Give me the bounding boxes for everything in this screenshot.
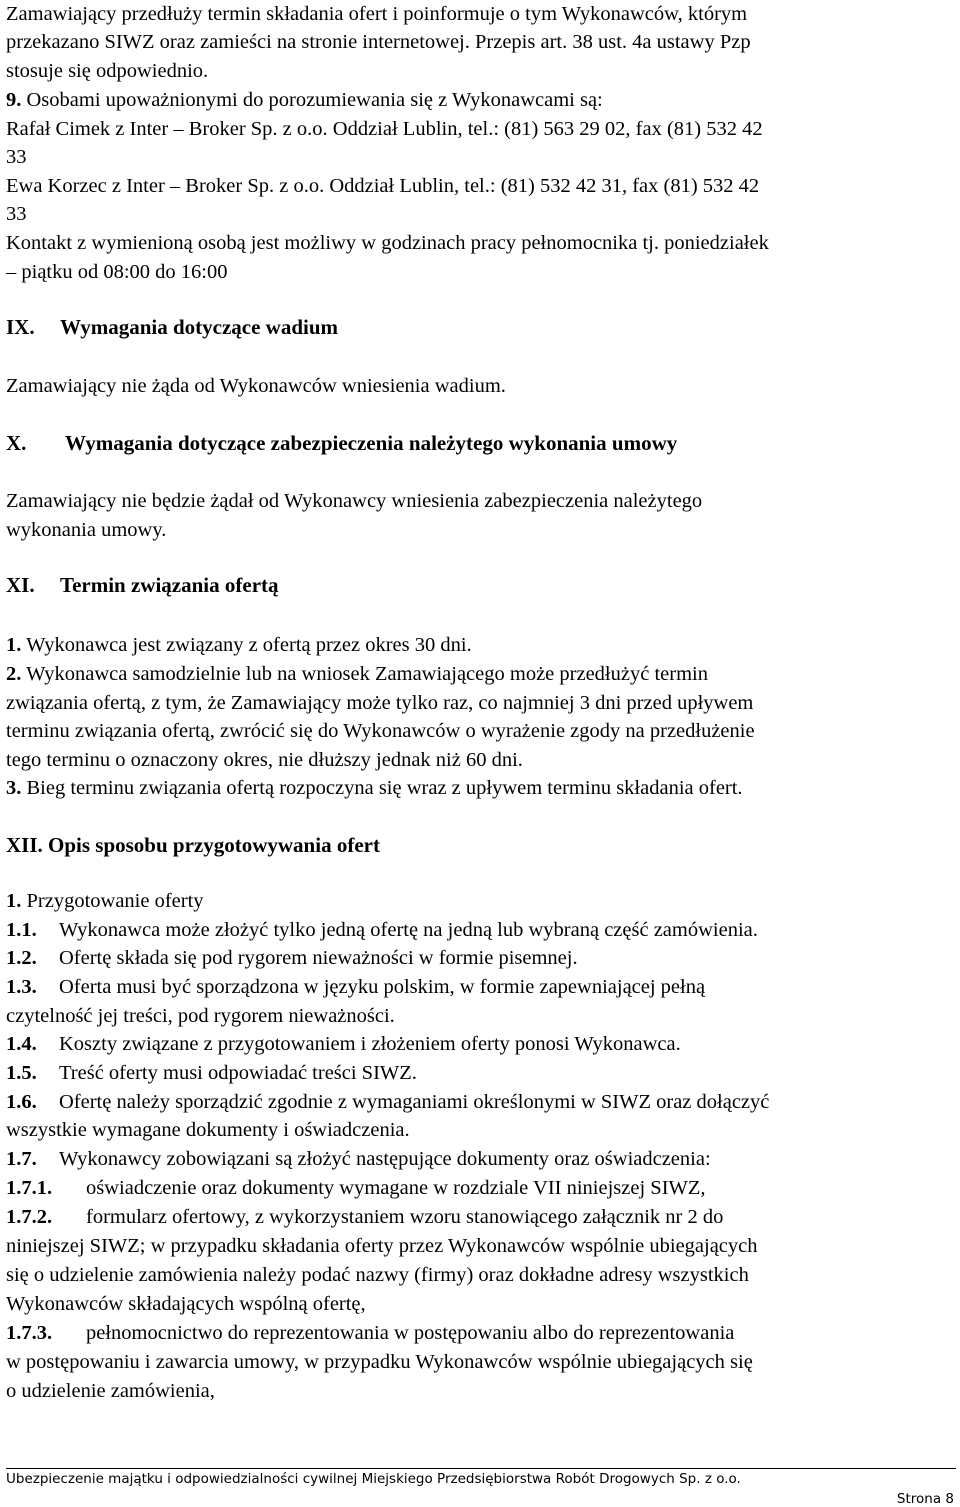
section-title: Wymagania dotyczące wadium: [60, 315, 339, 339]
item-number: 1.3.: [6, 976, 37, 998]
list-item-1-7-3: [6, 1319, 956, 1348]
list-item-1-3: [6, 973, 956, 1002]
list-item-continued: związania ofertą, z tym, że Zamawiający może tylko raz, co najmniej 3 dni przed upływem: [6, 692, 754, 714]
list-item-continued: niniejszej SIWZ; w przypadku składania oferty przez Wykonawców wspólnie ubiegających: [6, 1235, 758, 1257]
paragraph-line: stosuje się odpowiednio.: [6, 60, 209, 82]
section-heading-xi: [6, 573, 279, 598]
list-item-1-7: [6, 1145, 956, 1174]
item-text: Wykonawcy zobowiązani są złożyć następujące dokumenty oraz oświadczenia:: [59, 1148, 711, 1170]
list-item-continued: terminu związania ofertą, zwrócić się do Wykonawców o wyrażenie zgody na przedłużenie: [6, 720, 755, 742]
item-text: formularz ofertowy, z wykorzystaniem wzoru stanowiącego załącznik nr 2 do: [86, 1206, 724, 1228]
contact-line: 33: [6, 203, 27, 225]
paragraph-line: przekazano SIWZ oraz zamieści na stronie internetowej. Przepis art. 38 ust. 4a ustawy Pzp: [6, 31, 751, 53]
item-number: 1.: [6, 634, 22, 656]
list-item-1-7-2: [6, 1203, 956, 1232]
item-text: pełnomocnictwo do reprezentowania w postępowaniu albo do reprezentowania: [86, 1322, 735, 1344]
item-text: oświadczenie oraz dokumenty wymagane w rozdziale VII niniejszej SIWZ,: [86, 1177, 706, 1199]
item-number: 1.7.2.: [6, 1206, 53, 1228]
item-number: 1.7.: [6, 1148, 37, 1170]
item-text: Wykonawca samodzielnie lub na wniosek Zamawiającego może przedłużyć termin: [21, 663, 708, 685]
item-text: Koszty związane z przygotowaniem i złożeniem oferty ponosi Wykonawca.: [59, 1033, 681, 1055]
item-text: Wykonawca jest związany z ofertą przez okres 30 dni.: [21, 634, 472, 656]
section-text: Zamawiający nie żąda od Wykonawców wniesienia wadium.: [6, 375, 506, 397]
list-item: [6, 631, 956, 660]
list-item-continued: czytelność jej treści, pod rygorem nieważności.: [6, 1005, 395, 1027]
contact-hours-line: Kontakt z wymienioną osobą jest możliwy w godzinach pracy pełnomocnika tj. poniedziałek: [6, 232, 769, 254]
section-heading-x: [6, 431, 677, 456]
contact-hours-line: – piątku od 08:00 do 16:00: [6, 261, 228, 283]
item-number: 1.2.: [6, 947, 37, 969]
item-number: 3.: [6, 777, 22, 799]
footer-divider: [6, 1468, 956, 1469]
contact-line: Ewa Korzec z Inter – Broker Sp. z o.o. Oddział Lublin, tel.: (81) 532 42 31, fax (81) 532 42: [6, 175, 760, 197]
list-item: [6, 887, 956, 916]
section-number: XI.: [6, 573, 35, 597]
section-title: Wymagania dotyczące zabezpieczenia należytego wykonania umowy: [65, 431, 678, 455]
section-heading-xii: XII. Opis sposobu przygotowywania ofert: [6, 833, 380, 857]
item-number: 1.1.: [6, 919, 37, 941]
list-item-9: [6, 86, 956, 115]
section-heading-ix: [6, 315, 338, 340]
list-item-1-7-1: [6, 1174, 956, 1203]
list-item-continued: wszystkie wymagane dokumenty i oświadczenia.: [6, 1119, 410, 1141]
list-item-continued: tego terminu o oznaczony okres, nie dłuższy jednak niż 60 dni.: [6, 749, 523, 771]
list-item-1-2: [6, 944, 956, 973]
item-text: Ofertę składa się pod rygorem nieważności w formie pisemnej.: [59, 947, 578, 969]
item-number: 1.: [6, 890, 22, 912]
section-number: IX.: [6, 315, 35, 339]
item-number: 9.: [6, 89, 22, 111]
item-text: Wykonawca może złożyć tylko jedną ofertę na jedną lub wybraną część zamówienia.: [59, 919, 758, 941]
item-number: 1.7.1.: [6, 1177, 53, 1199]
item-number: 2.: [6, 663, 22, 685]
section-text: Zamawiający nie będzie żądał od Wykonawcy wniesienia zabezpieczenia należytego: [6, 490, 703, 512]
list-item: [6, 774, 956, 803]
item-number: 1.7.3.: [6, 1322, 53, 1344]
list-item: [6, 660, 956, 689]
paragraph-line: Zamawiający przedłuży termin składania ofert i poinformuje o tym Wykonawców, którym: [6, 3, 748, 25]
item-text: Ofertę należy sporządzić zgodnie z wymaganiami określonymi w SIWZ oraz dołączyć: [59, 1091, 770, 1113]
item-text: Osobami upoważnionymi do porozumiewania się z Wykonawcami są:: [21, 89, 603, 111]
list-item-continued: o udzielenie zamówienia,: [6, 1380, 215, 1402]
item-number: 1.6.: [6, 1091, 37, 1113]
item-text: Przygotowanie oferty: [21, 890, 204, 912]
list-item-1-5: [6, 1059, 956, 1088]
item-number: 1.4.: [6, 1033, 37, 1055]
list-item-continued: Wykonawców składających wspólną ofertę,: [6, 1293, 366, 1315]
item-number: 1.5.: [6, 1062, 37, 1084]
item-text: Bieg terminu związania ofertą rozpoczyna się wraz z upływem terminu składania ofert.: [21, 777, 743, 799]
footer-text: Ubezpieczenie majątku i odpowiedzialności cywilnej Miejskiego Przedsiębiorstwa Robót Drogowych Sp. z o.o.: [6, 1471, 741, 1487]
contact-line: 33: [6, 146, 27, 168]
list-item-continued: się o udzielenie zamówienia należy podać nazwy (firmy) oraz dokładne adresy wszystkich: [6, 1264, 749, 1286]
list-item-1-6: [6, 1088, 956, 1117]
item-text: Oferta musi być sporządzona w języku polskim, w formie zapewniającej pełną: [59, 976, 706, 998]
list-item-1-4: [6, 1030, 956, 1059]
page-number: Strona 8: [896, 1491, 954, 1507]
list-item-1-1: [6, 916, 956, 945]
list-item-continued: w postępowaniu i zawarcia umowy, w przypadku Wykonawców wspólnie ubiegających się: [6, 1351, 753, 1373]
item-text: Treść oferty musi odpowiadać treści SIWZ.: [59, 1062, 417, 1084]
contact-line: Rafał Cimek z Inter – Broker Sp. z o.o. Oddział Lublin, tel.: (81) 563 29 02, fax (81) 532 42: [6, 118, 763, 140]
section-number: X.: [6, 431, 27, 455]
section-title: Termin związania ofertą: [60, 573, 279, 597]
section-text: wykonania umowy.: [6, 519, 167, 541]
